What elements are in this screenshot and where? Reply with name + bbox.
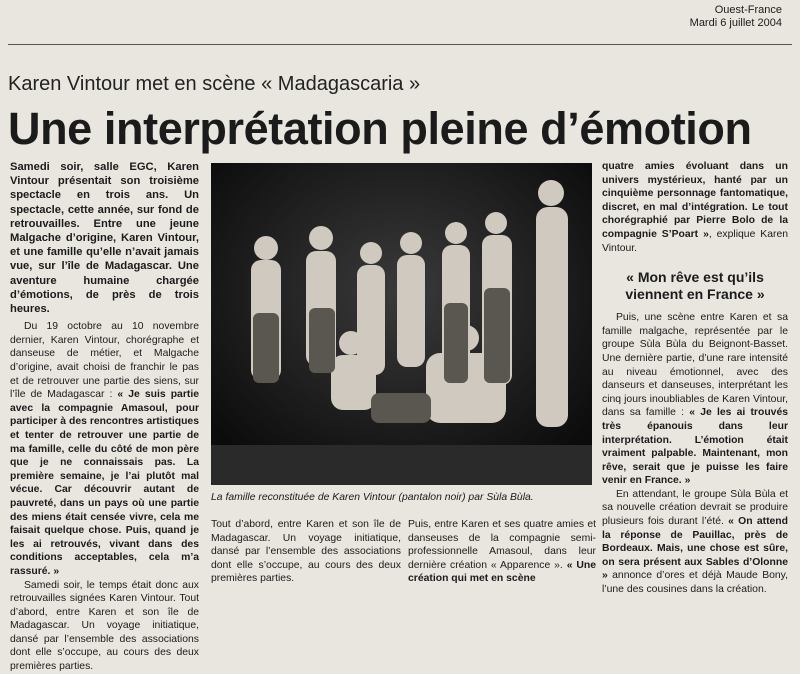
top-rule xyxy=(8,44,792,45)
dance-photo xyxy=(211,163,592,485)
kicker: Karen Vintour met en scène « Madagascaria » xyxy=(8,73,421,95)
headline: Une interprétation pleine d’émotion xyxy=(8,103,752,154)
paragraph xyxy=(408,518,596,586)
subheading: « Mon rêve est qu’ils viennent en France » xyxy=(625,269,765,303)
paragraph-text: En attendant, le groupe Sùla Bùla et sa nouvelle création devrait se produire plusieurs fois durant l’été. xyxy=(602,488,788,528)
photo-illustration xyxy=(211,163,592,485)
paragraph-text: annonce d’ores et déjà Maude Bony, l’une des cousines dans la création. xyxy=(602,570,788,596)
paragraph-text: , explique Karen Vintour. xyxy=(602,228,788,254)
column-1 xyxy=(10,160,199,673)
photo-caption: La famille reconstituée de Karen Vintour (pantalon noir) par Sùla Bùla. xyxy=(211,492,534,503)
paragraph xyxy=(10,320,199,578)
column-3 xyxy=(602,160,789,596)
paragraph xyxy=(602,311,788,488)
paper-name: Ouest-France xyxy=(714,4,782,16)
quote: « On attend la réponse de Pauillac, près de Bordeaux. Mais, une chose est sûre, on sera présent aux Sables d’Olonne » xyxy=(602,516,789,582)
paragraph-text: Puis, une scène entre Karen et sa famille malgache, représentée par le groupe Sùla Bùla du Beignont-Basset. Une dernière partie, d’une rare intensité au niveau émotionnel, avec des danseurs et danseuses, interprétant les cinq jours inoubliables de Karen Vintour, dans sa famille : xyxy=(602,312,788,419)
masthead xyxy=(690,4,782,30)
publication-date: Mardi 6 juillet 2004 xyxy=(689,17,782,29)
paragraph xyxy=(602,160,788,255)
column-2a xyxy=(211,518,401,590)
paragraph: Samedi soir, le temps était donc aux retrouvailles signées Karen Vintour. Tout d’abord, entre Karen et son île de Madagascar. Un voyage initiatique, dansé par l’ensemble des associations dont elle s’occupe, au cours des deux premières parties. xyxy=(10,579,199,673)
quote: « Une création qui met en scène xyxy=(408,559,597,585)
paragraph-text: Puis, entre Karen et ses quatre amies et danseuses de la compagnie semi-professionnelle Amasoul, dans leur dernière création « Apparence ». xyxy=(408,519,596,571)
quote: « Je les ai trouvés très épanouis dans leur interprétation. L’émotion était vraiment palpable. Maintenant, mon rêve, serait que je puisse les faire venir en France. » xyxy=(602,407,788,487)
paragraph xyxy=(602,488,788,597)
paragraph: Tout d’abord, entre Karen et son île de Madagascar. Un voyage initiatique, dansé par l’ensemble des associations dont elle s’occupe, au cours des deux premières parties. xyxy=(211,519,401,585)
paragraph-text: Du 19 octobre au 10 novembre dernier, Karen Vintour, chorégraphe et danseuse de métier, et Malgache d’origine, avait choisi de franchir le pas et de retrouver une partie des siens, sur l’île de Madagascar : xyxy=(10,321,199,401)
column-2b xyxy=(408,518,596,590)
quote: « Je suis partie avec la compagnie Amasoul, pour participer à des rencontres artistiques et tenter de retrouver une partie de ma famille, celle du côté de mon père que je ne connaissais pas. La première semaine, je l’ai plutôt mal vécue. Car découvrir autant de pauvreté, dans un pays où une partie des miens était censée vivre, cela me faisait quelque chose. Puis, quand je les ai retrouvés, vivant dans des conditions acceptables, cela m’a rassuré. » xyxy=(10,389,199,577)
quote: quatre amies évoluant dans un univers mystérieux, hanté par un cinquième personnage fantomatique, discret, en mal d’intégration. Le tout chorégraphié par Pierre Bolo de la compagnie S’Poart » xyxy=(602,161,788,240)
lead-paragraph: Samedi soir, salle EGC, Karen Vintour présentait son troisième spectacle en trois ans. Un spectacle, cette année, sur fond de retrouvailles. Entre une jeune Malgache d’origine, Karen Vintour, et une famille qu’elle n’avait jamais vue, sur l’île de Madagascar. Une aventure humaine chargée d’émotions, de près de trois heures. xyxy=(10,161,199,316)
